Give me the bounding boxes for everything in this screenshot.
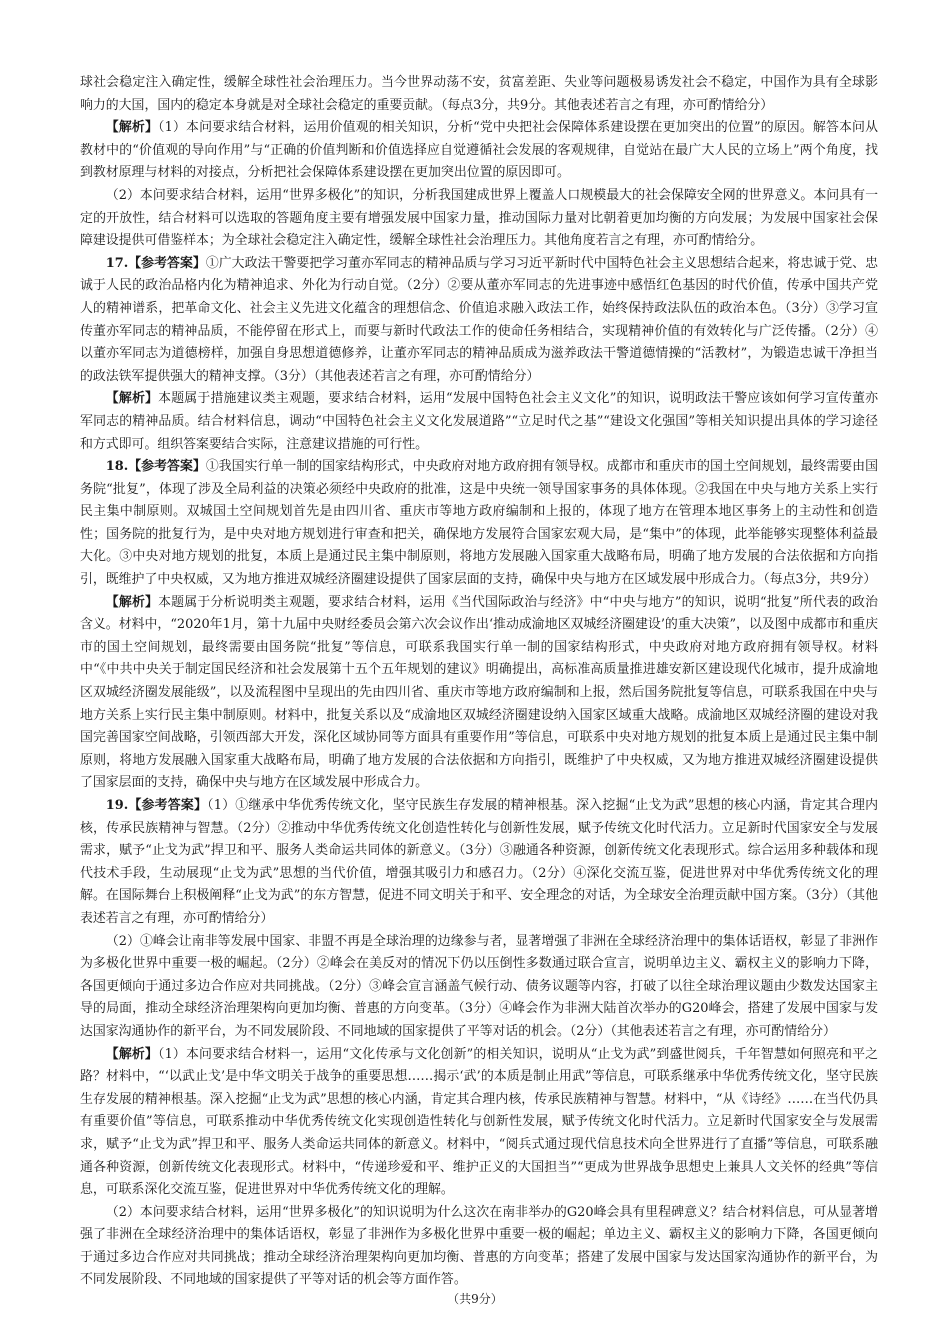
section-tag: 【解析】 — [105, 594, 159, 610]
paragraph-continuation: 球社会稳定注入确定性，缓解全球性社会治理压力。当今世界动荡不安，贫富差距、失业等问题极易诱发社会不稳定，中国作为具有全球影响力的大国，国内的稳定本身就是对全球社会稳定的重要贡献。（每点3分，共9分。其他表述若言之有理，亦可酌情给分） — [80, 75, 878, 113]
paragraph-analysis-18: 【解析】本题属于分析说明类主观题，要求结合材料，运用《当代国际政治与经济》中“中央与地方”的知识，说明“批复”所代表的政治含义。材料中，“2020年1月，第十九届中央财经委员会第六次会议作出‘推动成渝地区双城经济圈建设’的重大决策”，以及图中成都市和重庆市的国土空间规划，最终需要由国务院“批复”等信息，可联系我国实行单一制的国家结构形式，中央政府对地方政府拥有领导权。材料中“《中共中央关于制定国民经济和社会发展第十五个五年规划的建议》明确提出，高标准高质量推进雄安新区建设现代化城市，提升成渝地区双城经济圈发展能级”，以及流程图中呈现出的先由四川省、重庆市等地方政府编制和上报，然后国务院批复等信息，可联系我国在中央与地方关系上实行民主集中制原则。材料中，批复关系以及“成渝地区双城经济圈建设纳入国家区域重大战略。成渝地区双城经济圈的建设对我国完善国家空间战略，引领西部大开发，深化区域协同等方面具有重要作用”等信息，可联系中央对地方规划的批复本质上是通过民主集中制原则，将地方发展融入国家重大战略布局，明确了地方发展的合法依据和方向指引，既维护了中央权威，又为地方推进双城经济圈建设提供了国家层面的支持，确保中央与地方在区域发展中形成合力。 — [80, 594, 879, 791]
paragraph-answer-17: 17.【参考答案】①广大政法干警要把学习董亦军同志的精神品质与学习习近平新时代中国特色社会主义思想结合起来，将忠诚于党、忠诚于人民的政治品格内化为精神追求、外化为行动自觉。（2分）②要从董亦军同志的先进事迹中感悟红色基因的时代价值，传承中国共产党人的精神谱系，把革命文化、社会主义先进文化蕴含的理想信念、价值追求融入政法工作，始终保持政法队伍的政治本色。（3分）③学习宣传董亦军同志的精神品质，不能停留在形式上，而要与新时代政法工作的使命任务相结合，实现精神价值的有效转化与广泛传播。（2分）④以董亦军同志为道德榜样，加强自身思想道德修养，让董亦军同志的精神品质成为滋养政法干警道德情操的“活教材”，为锻造忠诚干净担当的政法铁军提供强大的精神支撑。（3分）（其他表述若言之有理，亦可酌情给分） — [80, 255, 878, 384]
paragraph-analysis-16: 【解析】（1）本问要求结合材料，运用价值观的相关知识，分析“党中央把社会保障体系建设摆在更加突出的位置”的原因。解答本问从教材中的“价值观的导向作用”与“正确的价值判断和价值选择应自觉遵循社会发展的客观规律，自觉站在最广大人民的立场上”两个角度，找到教材原理与材料的对接点，分析把社会保障体系建设摆在更加突出位置的原因即可。 — [80, 120, 878, 181]
section-tag: 【解析】 — [105, 391, 159, 407]
section-tag: 18.【参考答案】 — [105, 459, 206, 475]
answer-text-body — [80, 72, 878, 1292]
paragraph-answer-19-part2: （2）①峰会让南非等发展中国家、非盟不再是全球治理的边缘参与者，显著增强了非洲在全球经济治理中的集体话语权，彰显了非洲作为多极化世界中重要一极的崛起。（2分）②峰会在美反对的情况下仍以压倒性多数通过联合宣言，说明单边主义、霸权主义的影响力下降，各国更倾向于通过多边合作应对共同挑战。（2分）③峰会宣言涵盖气候行动、债务议题等内容，打破了以往全球治理议题由少数发达国家主导的局面，推动全球经济治理架构向更加均衡、普惠的方向变革。（3分）④峰会作为非洲大陆首次举办的G20峰会，搭建了发展中国家与发达国家沟通协作的新平台，为不同发展阶段、不同地域的国家提供了平等对话的机会。（2分）（其他表述若言之有理，亦可酌情给分） — [80, 933, 878, 1039]
paragraph-answer-18: 18.【参考答案】①我国实行单一制的国家结构形式，中央政府对地方政府拥有领导权。成都市和重庆市的国土空间规划，最终需要由国务院“批复”，体现了涉及全局利益的决策必须经中央政府的批准，这是中央统一领导国家事务的具体体现。②我国在中央与地方关系上实行民主集中制原则。双城国土空间规划首先是由四川省、重庆市等地方政府编制和上报的，体现了地方在管理本地区事务上的主动性和创造性；国务院的批复行为，是中央对地方规划进行审查和把关，确保地方发展符合国家宏观大局，是“集中”的体现，此举能够实现整体利益最大化。③中央对地方规划的批复，本质上是通过民主集中制原则，将地方发展融入国家重大战略布局，明确了地方发展的合法依据和方向指引，既维护了中央权威，又为地方推进双城经济圈建设提供了国家层面的支持，确保中央与地方在区域发展中形成合力。（每点3分，共9分） — [80, 459, 878, 588]
section-tag: 19.【参考答案】 — [105, 798, 208, 813]
paragraph-analysis-16-part2: （2）本问要求结合材料，运用“世界多极化”的知识，分析我国建成世界上覆盖人口规模最大的社会保障安全网的世界意义。本问具有一定的开放性，结合材料可以选取的答题角度主要有增强发展中国家力量，推动国际力量对比朝着更加均衡的方向发展；为发展中国家社会保障建设提供可借鉴样本；为全球社会稳定注入确定性，缓解全球性社会治理压力。其他角度若言之有理，亦可酌情给分。 — [80, 187, 878, 249]
paragraph-analysis-17: 【解析】本题属于措施建议类主观题，要求结合材料，运用“发展中国特色社会主义文化”的知识，说明政法干警应该如何学习宣传董亦军同志的精神品质。结合材料信息，调动“中国特色社会主义文化发展道路”“立足时代之基”“建设文化强国”等相关知识提出具体的学习途径和方式即可。组织答案要结合实际，注意建议措施的可行性。 — [80, 391, 879, 452]
section-tag: 【解析】 — [105, 120, 158, 136]
paragraph-analysis-19-part2: （2）本问要求结合材料，运用“世界多极化”的知识说明为什么这次在南非举办的G20峰会具有里程碑意义？结合材料信息，可从显著增强了非洲在全球经济治理中的集体话语权，彰显了非洲作为多极化世界中重要一极的崛起；单边主义、霸权主义的影响力下降，各国更倾向于通过多边合作应对共同挑战；推动全球经济治理架构向更加均衡、普惠的方向变革；搭建了发展中国家与发达国家沟通协作的新平台，为不同发展阶段、不同地域的国家提供了平等对话的机会等方面作答。 — [80, 1204, 878, 1288]
section-tag: 17.【参考答案】 — [105, 255, 206, 271]
page-number: （共9分） — [447, 1292, 503, 1306]
section-tag: 【解析】 — [105, 1046, 158, 1062]
paragraph-answer-19-part1: 19.【参考答案】（1）①继承中华优秀传统文化，坚守民族生存发展的精神根基。深入挖掘“止戈为武”思想的核心内涵，肯定其合理内核，传承民族精神与智慧。（2分）②推动中华优秀传统文化创造性转化与创新性发展，赋予传统文化时代活力。立足新时代国家安全与发展需求，赋予“止戈为武”捍卫和平、服务人类命运共同体的新意义。（3分）③融通各种资源，创新传统文化表现形式。综合运用多种载体和现代技术手段，生动展现“止戈为武”思想的当代价值，增强其吸引力和感召力。（2分）④深化交流互鉴，促进世界对中华优秀传统文化的理解。在国际舞台上积极阐释“止戈为武”的东方智慧，促进不同文明关于和平、安全理念的对话，为全球安全治理贡献中国方案。（3分）（其他表述若言之有理，亦可酌情给分） — [80, 798, 878, 926]
paragraph-analysis-19-part1: 【解析】（1）本问要求结合材料一，运用“文化传承与文化创新”的相关知识，说明从“止戈为武”到盛世阅兵，千年智慧如何照亮和平之路？材料中，“‘以武止戈’是中华文明关于战争的重要思想……揭示‘武’的本质是制止用武”等信息，可联系继承中华优秀传统文化，坚守民族生存发展的精神根基。深入挖掘“止戈为武”思想的核心内涵，肯定其合理内核，传承民族精神与智慧。材料中，“从《诗经》……在当代仍具有重要价值”等信息，可联系推动中华优秀传统文化实现创造性转化与创新性发展，赋予传统文化时代活力。立足新时代国家安全与发展需求，赋予“止戈为武”捍卫和平、服务人类命运共同体的新意义。材料中，“阅兵式通过现代信息技术向全世界进行了直播”等信息，可联系融通各种资源，创新传统文化表现形式。材料中，“传递珍爱和平、维护正义的大国担当”“更成为世界战争思想史上兼具人文关怀的经典”等信息，可联系深化交流互鉴，促进世界对中华优秀传统文化的理解。 — [80, 1046, 879, 1198]
